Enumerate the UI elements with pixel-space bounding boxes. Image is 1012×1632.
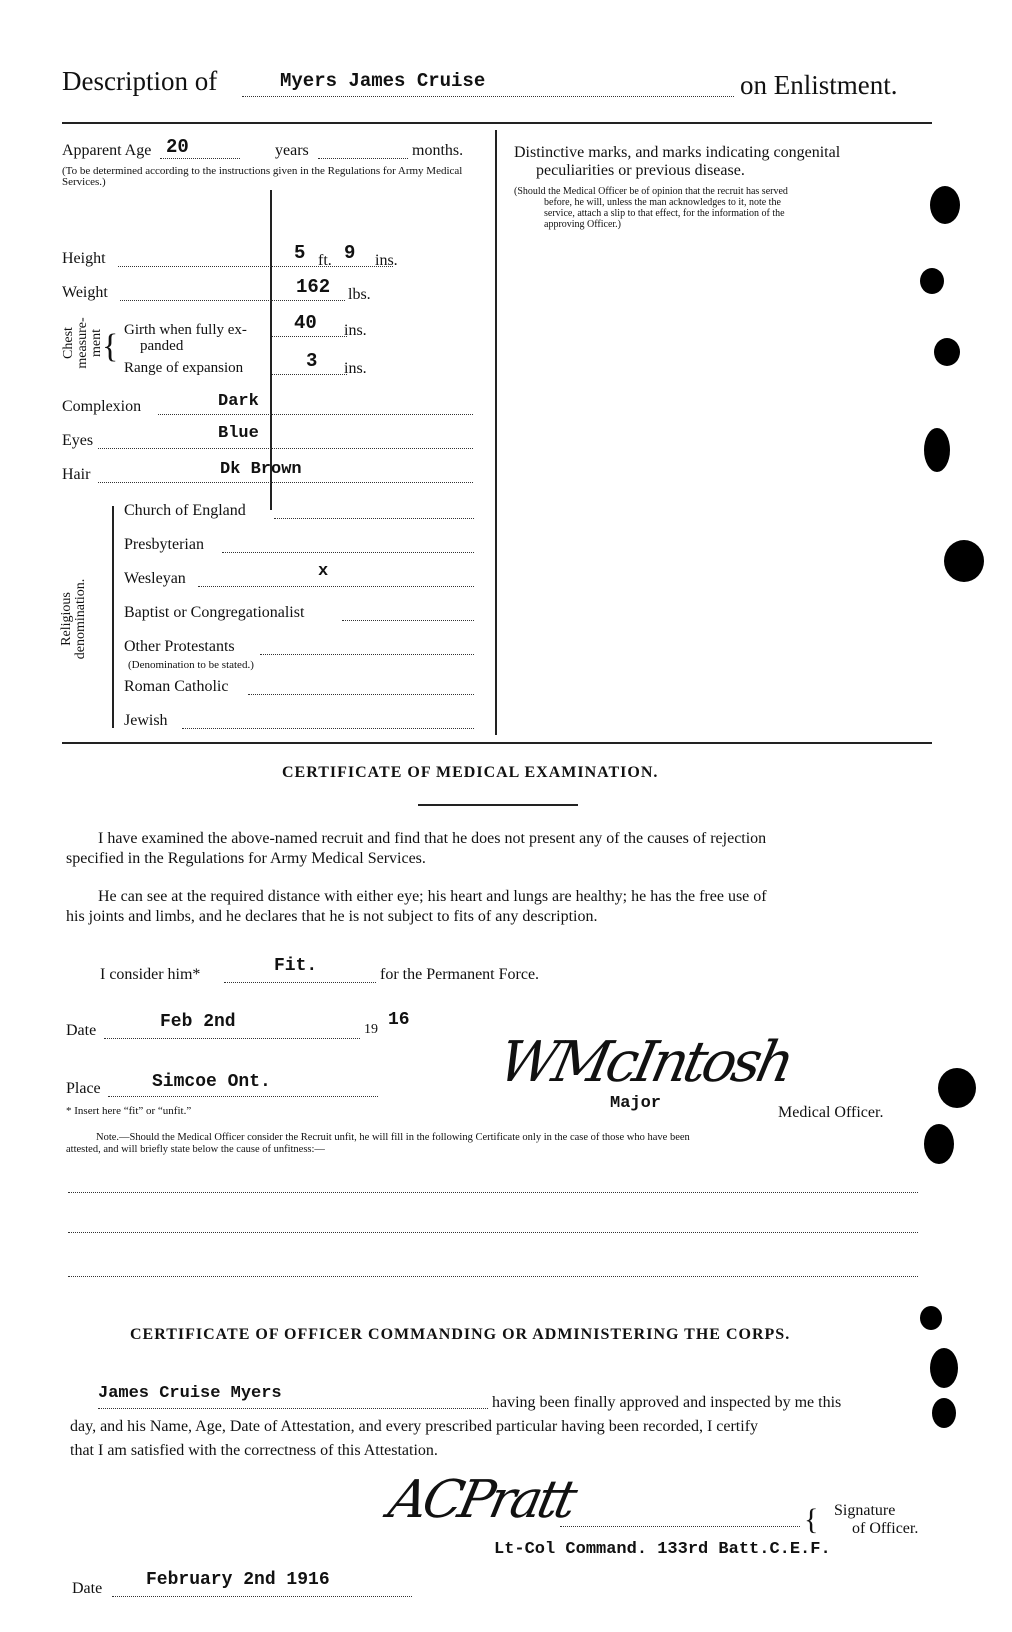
age-line <box>160 158 240 159</box>
girth-label-2: panded <box>140 338 184 354</box>
chest-brace: { <box>102 328 119 365</box>
religion-item: Church of England <box>124 502 246 519</box>
marks-note-2: before, he will, unless the man acknowledges to it, note the <box>544 197 781 208</box>
signature-line <box>560 1526 800 1527</box>
religion-bracket <box>112 506 114 728</box>
year-value: 16 <box>388 1010 410 1030</box>
commanding-name-line <box>98 1408 488 1409</box>
signature-label-2: of Officer. <box>852 1520 919 1537</box>
girth-label: Girth when fully ex- <box>124 322 247 338</box>
religion-label: Religious denomination. <box>59 578 88 660</box>
hair-label: Hair <box>62 466 91 483</box>
commanding-recruit-name: James Cruise Myers <box>98 1384 282 1403</box>
medical-heading-rule <box>418 804 578 806</box>
section-rule <box>62 742 932 744</box>
hair-value: Dk Brown <box>220 460 302 479</box>
height-ft-value: 5 <box>294 242 306 264</box>
punch-hole <box>930 1348 958 1388</box>
medical-date-value: Feb 2nd <box>160 1012 236 1032</box>
religion-line <box>260 654 474 655</box>
medical-para2: He can see at the required distance with either eye; his heart and lungs are healthy; he has the free use of <box>98 888 767 905</box>
eyes-line <box>98 448 473 449</box>
range-line <box>272 374 347 375</box>
commanding-line2: day, and his Name, Age, Date of Attestation, and every prescribed particular having been recorded, I certify <box>70 1418 759 1435</box>
commanding-date-label: Date <box>72 1580 103 1597</box>
unfitness-line <box>68 1276 918 1277</box>
punch-hole <box>944 540 984 582</box>
punch-hole <box>924 428 950 472</box>
commanding-date-value: February 2nd 1916 <box>146 1570 330 1590</box>
complexion-value: Dark <box>218 392 259 411</box>
medical-para2-b: his joints and limbs, and he declares that he is not subject to fits of any description. <box>66 908 598 925</box>
header-rule <box>62 122 932 124</box>
range-ins-label: ins. <box>344 360 367 377</box>
religion-item: Other Protestants <box>124 638 235 655</box>
height-in-value: 9 <box>344 242 356 264</box>
fit-footnote: * Insert here “fit” or “unfit.” <box>66 1105 192 1117</box>
marks-note-4: approving Officer.) <box>544 219 622 230</box>
lbs-label: lbs. <box>348 286 371 303</box>
medical-date-line <box>104 1038 360 1039</box>
name-line <box>242 96 734 97</box>
religion-line <box>248 694 474 695</box>
weight-line <box>120 300 345 301</box>
ins-label: ins. <box>375 252 398 269</box>
unfitness-line <box>68 1232 918 1233</box>
recruit-name: Myers James Cruise <box>280 70 486 92</box>
commanding-officer-title: Lt-Col Command. 133rd Batt.C.E.F. <box>494 1540 831 1559</box>
medical-officer-rank: Major <box>610 1094 662 1113</box>
consider-line <box>224 982 376 983</box>
girth-ins-label: ins. <box>344 322 367 339</box>
unfitness-line <box>68 1192 918 1193</box>
religion-item: Roman Catholic <box>124 678 229 695</box>
ft-label: ft. <box>318 252 332 269</box>
punch-hole <box>938 1068 976 1108</box>
religion-item: Wesleyan <box>124 570 186 587</box>
medical-heading: CERTIFICATE OF MEDICAL EXAMINATION. <box>282 764 659 781</box>
age-years-value: 20 <box>166 136 189 158</box>
denomination-note: (Denomination to be stated.) <box>128 659 254 671</box>
punch-hole <box>930 186 960 224</box>
years-label: years <box>275 142 309 159</box>
marks-heading: Distinctive marks, and marks indicating congenital <box>514 144 841 161</box>
medical-officer-label: Medical Officer. <box>778 1104 884 1121</box>
marks-note-3: service, attach a slip to that effect, for the information of the <box>544 208 785 219</box>
medical-para1: I have examined the above-named recruit and find that he does not present any of the causes of rejection <box>98 830 767 847</box>
months-line <box>318 158 408 159</box>
medical-date-label: Date <box>66 1022 97 1039</box>
medical-para1-b: specified in the Regulations for Army Medical Services. <box>66 850 426 867</box>
punch-hole <box>932 1398 956 1428</box>
apparent-age-label: Apparent Age <box>62 142 152 159</box>
weight-label: Weight <box>62 284 108 301</box>
fitness-value: Fit. <box>274 956 318 976</box>
marks-column-divider <box>495 130 497 735</box>
title-suffix: on Enlistment. <box>740 70 898 100</box>
commanding-line3: that I am satisfied with the correctness of this Attestation. <box>70 1442 438 1459</box>
chest-label: Chest measure-ment <box>61 317 104 369</box>
commanding-heading: CERTIFICATE OF OFFICER COMMANDING OR ADMINISTERING THE CORPS. <box>130 1326 791 1343</box>
marks-heading-2: peculiarities or previous disease. <box>536 162 745 179</box>
signature-label: Signature <box>834 1502 896 1519</box>
religion-line <box>182 728 474 729</box>
range-label: Range of expansion <box>124 360 244 376</box>
medical-officer-signature: WMcIntosh <box>493 1030 797 1095</box>
consider-label: I consider him* <box>100 966 201 983</box>
girth-value: 40 <box>294 312 317 334</box>
complexion-line <box>158 414 473 415</box>
religion-line <box>342 620 474 621</box>
commanding-line1: having been finally approved and inspected by me this <box>492 1394 842 1411</box>
religion-item: Presbyterian <box>124 536 204 553</box>
marks-note: (Should the Medical Officer be of opinion that the recruit has served <box>514 186 788 197</box>
place-label: Place <box>66 1080 101 1097</box>
wesleyan-mark: x <box>318 562 329 581</box>
punch-hole <box>934 338 960 366</box>
hair-line <box>98 482 473 483</box>
year-prefix: 19 <box>364 1022 378 1037</box>
range-value: 3 <box>306 350 318 372</box>
religion-item: Baptist or Congregationalist <box>124 604 305 621</box>
consider-suffix: for the Permanent Force. <box>380 966 540 983</box>
place-value: Simcoe Ont. <box>152 1072 271 1092</box>
age-note: (To be determined according to the instructions given in the Regulations for Army Medical Services.) <box>62 165 463 188</box>
complexion-label: Complexion <box>62 398 142 415</box>
punch-hole <box>920 1306 942 1330</box>
commanding-officer-signature: ACPratt <box>383 1470 579 1530</box>
signature-brace: { <box>804 1503 819 1536</box>
religion-line <box>274 518 474 519</box>
months-label: months. <box>412 142 464 159</box>
height-line <box>118 266 393 267</box>
commanding-date-line <box>112 1596 412 1597</box>
height-label: Height <box>62 250 106 267</box>
eyes-label: Eyes <box>62 432 94 449</box>
religion-line <box>198 586 474 587</box>
unfit-note: Note.—Should the Medical Officer consider the Recruit unfit, he will fill in the following Certificate only in the case of those who have been <box>96 1132 690 1143</box>
unfit-note-2: attested, and will briefly state below the cause of unfitness:— <box>66 1144 325 1155</box>
punch-hole <box>924 1124 954 1164</box>
girth-line <box>272 336 347 337</box>
title-prefix: Description of <box>62 66 218 96</box>
punch-hole <box>920 268 944 294</box>
weight-value: 162 <box>296 276 331 298</box>
eyes-value: Blue <box>218 424 259 443</box>
religion-line <box>222 552 474 553</box>
religion-item: Jewish <box>124 712 168 729</box>
place-line <box>108 1096 378 1097</box>
